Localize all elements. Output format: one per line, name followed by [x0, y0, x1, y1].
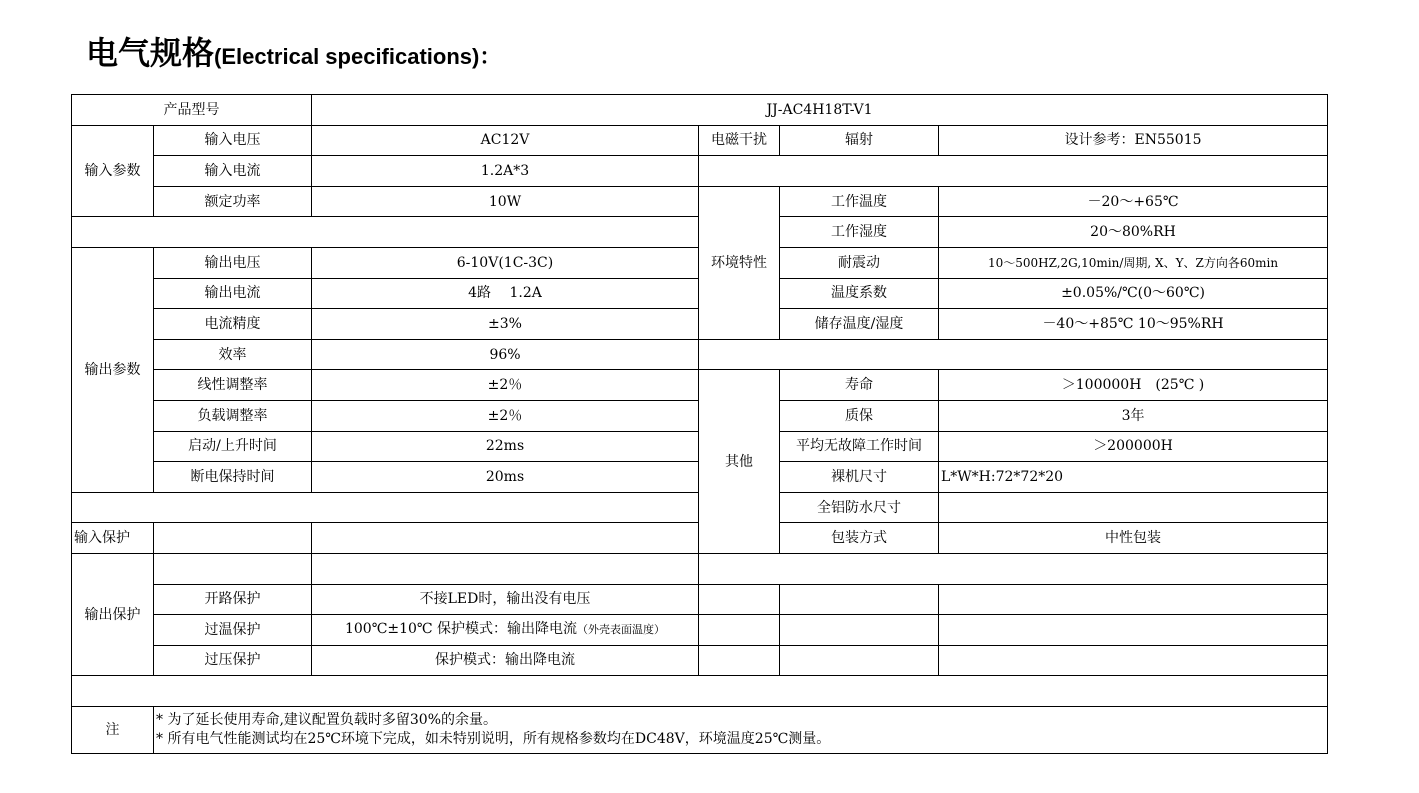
alu-size-value: [939, 492, 1328, 523]
vibration-label: 耐震动: [780, 247, 939, 278]
packing-value: 中性包装: [939, 523, 1328, 554]
table-row: [72, 339, 1328, 370]
load-reg-label: 负载调整率: [154, 400, 312, 431]
empty-cell: [154, 553, 312, 584]
emi-label: 电磁干扰: [699, 125, 780, 156]
table-row: [72, 370, 1328, 401]
overtemp-protect-suffix: （外壳表面温度）: [577, 623, 666, 637]
output-group-label: 输出参数: [72, 247, 154, 492]
table-row: [72, 553, 1328, 584]
table-row: [72, 186, 1328, 217]
overvolt-protect-value: 保护模式：输出降电流: [312, 645, 699, 676]
hold-time-label: 断电保持时间: [154, 462, 312, 493]
table-row: [72, 676, 1328, 707]
mtbf-value: ＞200000H: [939, 431, 1328, 462]
alu-size-label: 全铝防水尺寸: [780, 492, 939, 523]
line-reg-label: 线性调整率: [154, 370, 312, 401]
line-reg-value: ±2％: [312, 370, 699, 401]
temp-coef-value: ±0.05%/℃(0～60℃): [939, 278, 1328, 309]
bare-size-value: L*W*H:72*72*20: [939, 462, 1328, 493]
input-power-value: 10W: [312, 186, 699, 217]
rise-time-value: 22ms: [312, 431, 699, 462]
empty-cell: [699, 584, 780, 615]
notes-cell: [154, 706, 1328, 753]
output-current-value: 4路 1.2A: [312, 278, 699, 309]
efficiency-value: 96%: [312, 339, 699, 370]
bare-size-label: 裸机尺寸: [780, 462, 939, 493]
vibration-value: 10～500HZ,2G,10min/周期, X、Y、Z方向各60min: [939, 247, 1328, 278]
temp-coef-label: 温度系数: [780, 278, 939, 309]
storage-value: －40～+85℃ 10～95%RH: [939, 309, 1328, 340]
life-label: 寿命: [780, 370, 939, 401]
empty-cell: [312, 553, 699, 584]
warranty-label: 质保: [780, 400, 939, 431]
output-voltage-label: 输出电压: [154, 247, 312, 278]
mtbf-label: 平均无故障工作时间: [780, 431, 939, 462]
empty-cell: [72, 492, 699, 523]
overtemp-protect-label: 过温保护: [154, 615, 312, 646]
empty-cell: [699, 645, 780, 676]
output-voltage-value: 6-10V(1C-3C): [312, 247, 699, 278]
product-value: JJ-AC4H18T-V1: [312, 95, 1328, 126]
other-group-label: 其他: [699, 370, 780, 554]
output-protect-group-label: 输出保护: [72, 553, 154, 675]
empty-cell: [699, 553, 1328, 584]
load-reg-value: ±2％: [312, 400, 699, 431]
table-row: [72, 706, 1328, 753]
product-label: 产品型号: [72, 95, 312, 126]
note-line-1: * 为了延长使用寿命,建议配置负载时多留30%的余量。: [156, 711, 498, 728]
overtemp-protect-cell: [312, 615, 699, 646]
overtemp-protect-value: 100℃±10℃ 保护模式：输出降电流: [344, 621, 578, 638]
table-row: [72, 125, 1328, 156]
empty-cell: [780, 645, 939, 676]
efficiency-label: 效率: [154, 339, 312, 370]
empty-cell: [699, 615, 780, 646]
table-row: [72, 584, 1328, 615]
empty-cell: [939, 584, 1328, 615]
note-line-2: * 所有电气性能测试均在25℃环境下完成，如未特别说明，所有规格参数均在DC48V，环境温度25℃测量。: [156, 730, 831, 747]
op-temp-label: 工作温度: [780, 186, 939, 217]
empty-cell: [72, 676, 1328, 707]
op-hum-label: 工作湿度: [780, 217, 939, 248]
empty-cell: [699, 156, 1328, 187]
table-row: [72, 615, 1328, 646]
spec-table: [71, 94, 1328, 754]
accuracy-value: ±3%: [312, 309, 699, 340]
emi-sub-label: 辐射: [780, 125, 939, 156]
input-group-label: 输入参数: [72, 125, 154, 217]
output-current-label: 输出电流: [154, 278, 312, 309]
input-protect-label: 输入保护: [72, 523, 154, 554]
input-current-label: 输入电流: [154, 156, 312, 187]
notes-label: 注: [72, 706, 154, 753]
input-voltage-label: 输入电压: [154, 125, 312, 156]
rise-time-label: 启动/上升时间: [154, 431, 312, 462]
empty-cell: [72, 217, 699, 248]
table-row: [72, 645, 1328, 676]
op-temp-value: －20～+65℃: [939, 186, 1328, 217]
table-row: [72, 95, 1328, 126]
life-value: ＞100000H (25℃ ): [939, 370, 1328, 401]
empty-cell: [939, 645, 1328, 676]
open-protect-value: 不接LED时，输出没有电压: [312, 584, 699, 615]
warranty-value: 3年: [939, 400, 1328, 431]
packing-label: 包装方式: [780, 523, 939, 554]
page-title: [86, 28, 501, 72]
env-group-label: 环境特性: [699, 186, 780, 339]
empty-cell: [939, 615, 1328, 646]
empty-cell: [780, 584, 939, 615]
input-current-value: 1.2A*3: [312, 156, 699, 187]
title-en: (Electrical specifications)：: [214, 44, 502, 69]
empty-cell: [699, 339, 1328, 370]
accuracy-label: 电流精度: [154, 309, 312, 340]
title-zh: 电气规格: [86, 34, 215, 72]
open-protect-label: 开路保护: [154, 584, 312, 615]
table-row: [72, 156, 1328, 187]
empty-cell: [312, 523, 699, 554]
empty-cell: [780, 615, 939, 646]
storage-label: 储存温度/湿度: [780, 309, 939, 340]
emi-value: 设计参考：EN55015: [939, 125, 1328, 156]
hold-time-value: 20ms: [312, 462, 699, 493]
op-hum-value: 20～80%RH: [939, 217, 1328, 248]
input-voltage-value: AC12V: [312, 125, 699, 156]
overvolt-protect-label: 过压保护: [154, 645, 312, 676]
input-power-label: 额定功率: [154, 186, 312, 217]
empty-cell: [154, 523, 312, 554]
